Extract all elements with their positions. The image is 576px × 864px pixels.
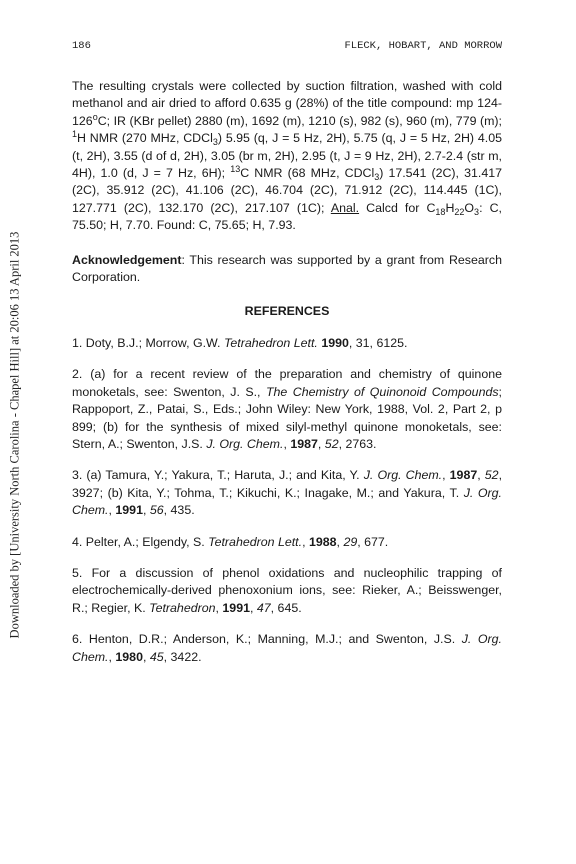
- isotope-superscript: 13: [230, 164, 241, 175]
- page-header: [72, 40, 502, 56]
- experimental-text: O: [464, 200, 475, 215]
- ref-year: 1980: [115, 649, 143, 664]
- running-head: FLECK, HOBART, AND MORROW: [344, 40, 502, 52]
- ref-year: 1987: [290, 436, 318, 451]
- reference-item: 6. Henton, D.R.; Anderson, K.; Manning, M.J.; and Swenton, J.S. J. Org. Chem., 1980, 45, 3422.: [72, 632, 503, 664]
- book-title: The Chemistry of Quinonoid Compounds: [265, 384, 499, 399]
- experimental-text: H NMR (270 MHz, CDCl: [77, 131, 213, 146]
- acknowledgement-label: Acknowledgement: [72, 252, 182, 267]
- degree-superscript: o: [92, 111, 98, 122]
- references-heading: REFERENCES: [244, 304, 330, 319]
- reference-item: 5. For a discussion of phenol oxidations and nucleophilic trapping of electrochemically-derived phenoxonium ions, see: Rieker, A.; Beisswenger, R.; Regier, K. Tetrahedron, 1991, 47, 645.: [72, 565, 502, 615]
- experimental-text: H: [445, 200, 455, 215]
- page-body: [72, 78, 502, 666]
- ref-volume: 47: [256, 600, 271, 615]
- subscript: 22: [454, 206, 465, 217]
- journal-name: J. Org. Chem.: [363, 468, 443, 483]
- experimental-text: C NMR (68 MHz, CDCl: [240, 166, 375, 181]
- ref-year: 1991: [222, 600, 250, 615]
- journal-name: J. Org. Chem.: [72, 632, 503, 664]
- ref-volume: 52: [484, 468, 499, 483]
- experimental-text: Calcd for C: [359, 200, 436, 215]
- subscript: 3: [374, 172, 380, 183]
- reference-item: 3. (a) Tamura, Y.; Yakura, T.; Haruta, J.; and Kita, Y. J. Org. Chem., 1987, 52, 3927; (b) Kita, Y.; Tohma, T.; Kikuchi, K.; Inagake, M.; and Yakura, T. J. Org. Chem., 1991, 56, 435.: [72, 468, 503, 518]
- experimental-text: The resulting crystals were collected by suction filtration, washed with cold methanol and air dried to afford 0.635 g (28%) of the title compound: mp 124-126: [72, 79, 502, 128]
- download-watermark: [4, 215, 26, 655]
- ref-year: 1988: [308, 534, 337, 549]
- download-note-text: Downloaded by [University North Carolina - Chapel Hill] at 20:06 13 April 2013: [7, 231, 22, 639]
- isotope-superscript: 1: [72, 129, 78, 140]
- journal-name: Tetrahedron Lett.: [208, 534, 303, 549]
- ref-volume: 29: [343, 534, 358, 549]
- subscript: 18: [435, 206, 446, 217]
- journal-name: J. Org. Chem.: [72, 485, 502, 518]
- reference-item: 4. Pelter, A.; Elgendy, S. Tetrahedron Lett., 1988, 29, 677.: [72, 534, 389, 549]
- ref-volume: 45: [149, 649, 164, 664]
- experimental-text: ) 17.541 (2C), 31.417 (2C), 35.912 (2C), 41.106 (2C), 46.704 (2C), 71.912 (2C), 114.445 (1C), 127.771 (2C), 132.170 (2C), 217.107 (1C);: [72, 166, 502, 215]
- experimental-text: : C, 75.50; H, 7.70. Found: C, 75.65; H, 7.93.: [72, 200, 502, 233]
- anal-label: Anal.: [330, 200, 360, 215]
- acknowledgement-paragraph: [72, 252, 502, 287]
- experimental-text: ) 5.95 (q, J = 5 Hz, 2H), 5.75 (q, J = 5 Hz, 2H) 4.05 (t, 2H), 3.55 (d of d, 2H), 3.05 (br m, 2H), 2.95 (t, J = 9 Hz, 2H), 2.7-2.4 (str m, 4H), 1.0 (d, J = 7 Hz, 6H);: [72, 131, 502, 181]
- ref-year: 1991: [115, 503, 143, 518]
- subscript: 3: [212, 137, 218, 148]
- ref-volume: 56: [149, 503, 164, 518]
- experimental-paragraph: [72, 78, 502, 235]
- reference-item: 1. Doty, B.J.; Morrow, G.W. Tetrahedron Lett. 1990, 31, 6125.: [72, 335, 408, 350]
- ref-year: 1990: [321, 335, 349, 350]
- subscript: 3: [474, 206, 480, 217]
- journal-name: Tetrahedron Lett.: [223, 335, 318, 350]
- page-number: 186: [72, 40, 91, 52]
- journal-name: Tetrahedron: [149, 600, 216, 615]
- ref-year: 1987: [449, 468, 478, 483]
- journal-name: J. Org. Chem.: [206, 436, 284, 451]
- ref-volume: 52: [324, 436, 339, 451]
- reference-item: 2. (a) for a recent review of the preparation and chemistry of quinone monoketals, see: Swenton, J. S., The Chemistry of Quinonoid Compounds; Rappoport, Z., Patai, S., Eds.; John Wiley: New York, 1988, Vol. 2, Part 2, p 899; (b) for the synthesis of mixed silyl-methyl quinone monoketals, see: Stern, A.; Swenton, J.S. J. Org. Chem., 1987, 52, 2763.: [72, 367, 502, 451]
- acknowledgement-text: : This research was supported by a grant from Research Corporation.: [72, 252, 502, 285]
- experimental-text: C; IR (KBr pellet) 2880 (m), 1692 (m), 1210 (s), 982 (s), 960 (m), 779 (m);: [97, 113, 502, 128]
